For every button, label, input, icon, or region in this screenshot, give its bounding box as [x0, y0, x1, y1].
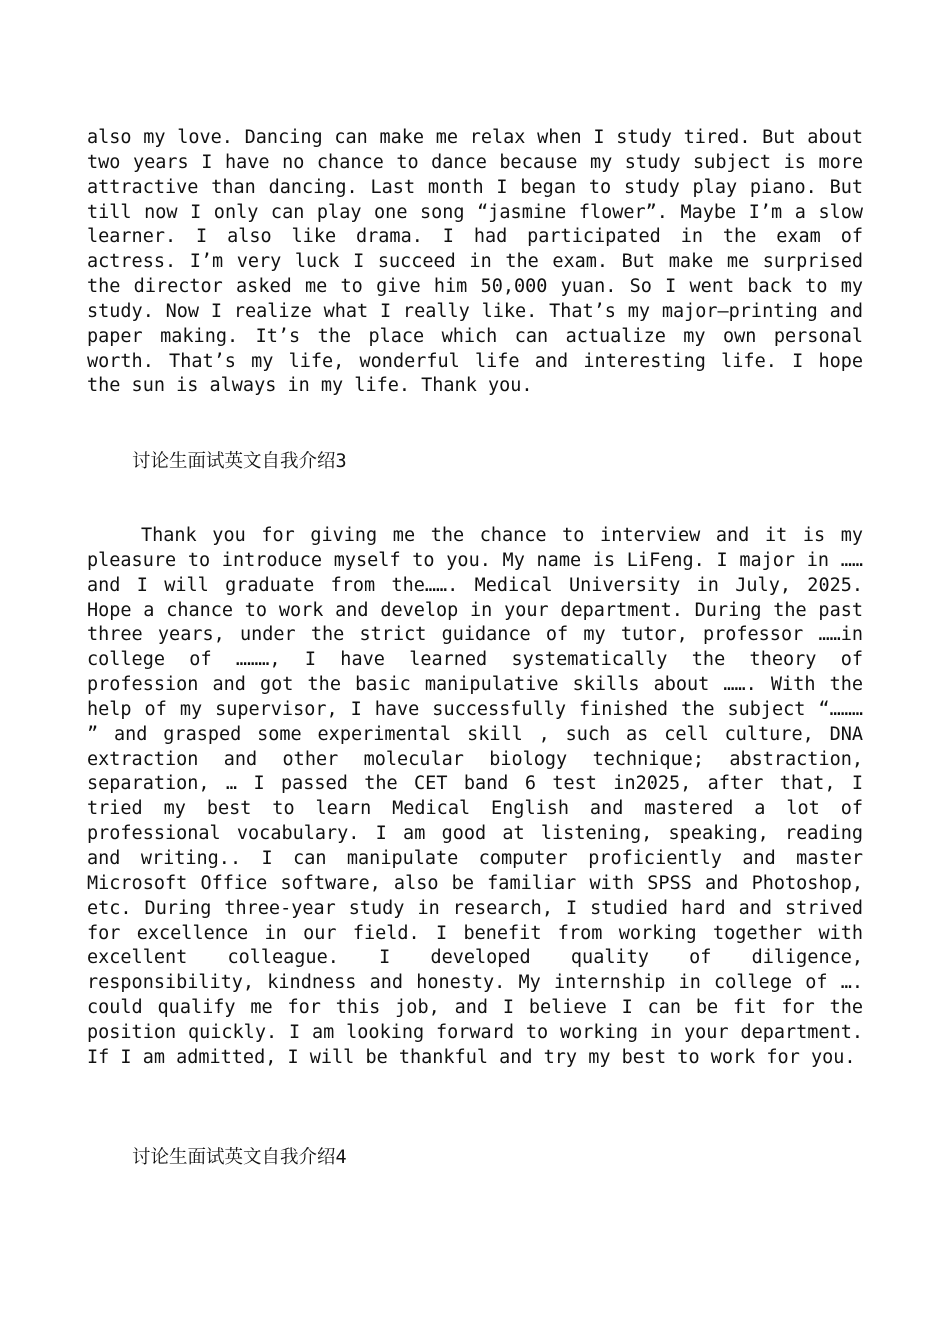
- section-heading: 讨论生面试英文自我介绍4: [132, 1147, 347, 1168]
- body-paragraph: Thank you for giving me the chance to interview and it is my pleasure to introduce myself to you. My name is LiFeng. I major in ……and I will graduate from the……. Medical University in July, 2025. Hope a chance to work and develop in your department. During the past three years, under the strict guidance of my tutor, professor ……in college of ………, I have learned systematically the theory of profession and got the basic manipulative skills about ……. With the help of my supervisor, I have successfully finished the subject “……… ” and grasped some experimental skill , such as cell culture, DNA extraction and other molecular biology technique; abstraction, separation, … I passed the CET band 6 test in2025, after that, I tried my best to learn Medical English and mastered a lot of professional vocabulary. I am good at listening, speaking, reading and writing.. I can manipulate computer proficiently and master Microsoft Office software, also be familiar with SPSS and Photoshop, etc. During three-year study in research, I studied hard and strived for excellence in our field. I benefit from working together with excellent colleague. I developed quality of diligence, responsibility, kindness and honesty. My internship in college of …. could qualify me for this job, and I believe I can be fit for the position quickly. I am looking forward to working in your department. If I am admitted, I will be thankful and try my best to work for you.: [87, 525, 863, 1068]
- body-paragraph: also my love. Dancing can make me relax when I study tired. But about two years I have no chance to dance because my study subject is more attractive than dancing. Last month I began to study play piano. But till now I only can play one song “jasmine flower”. Maybe I’m a slow learner. I also like drama. I had participated in the exam of actress. I’m very luck I succeed in the exam. But make me surprised the director asked me to give him 50,000 yuan. So I went back to my study. Now I realize what I really like. That’s my major—printing and paper making. It’s the place which can actualize my own personal worth. That’s my life, wonderful life and interesting life. I hope the sun is always in my life. Thank you.: [87, 127, 863, 397]
- section-heading: 讨论生面试英文自我介绍3: [132, 451, 347, 472]
